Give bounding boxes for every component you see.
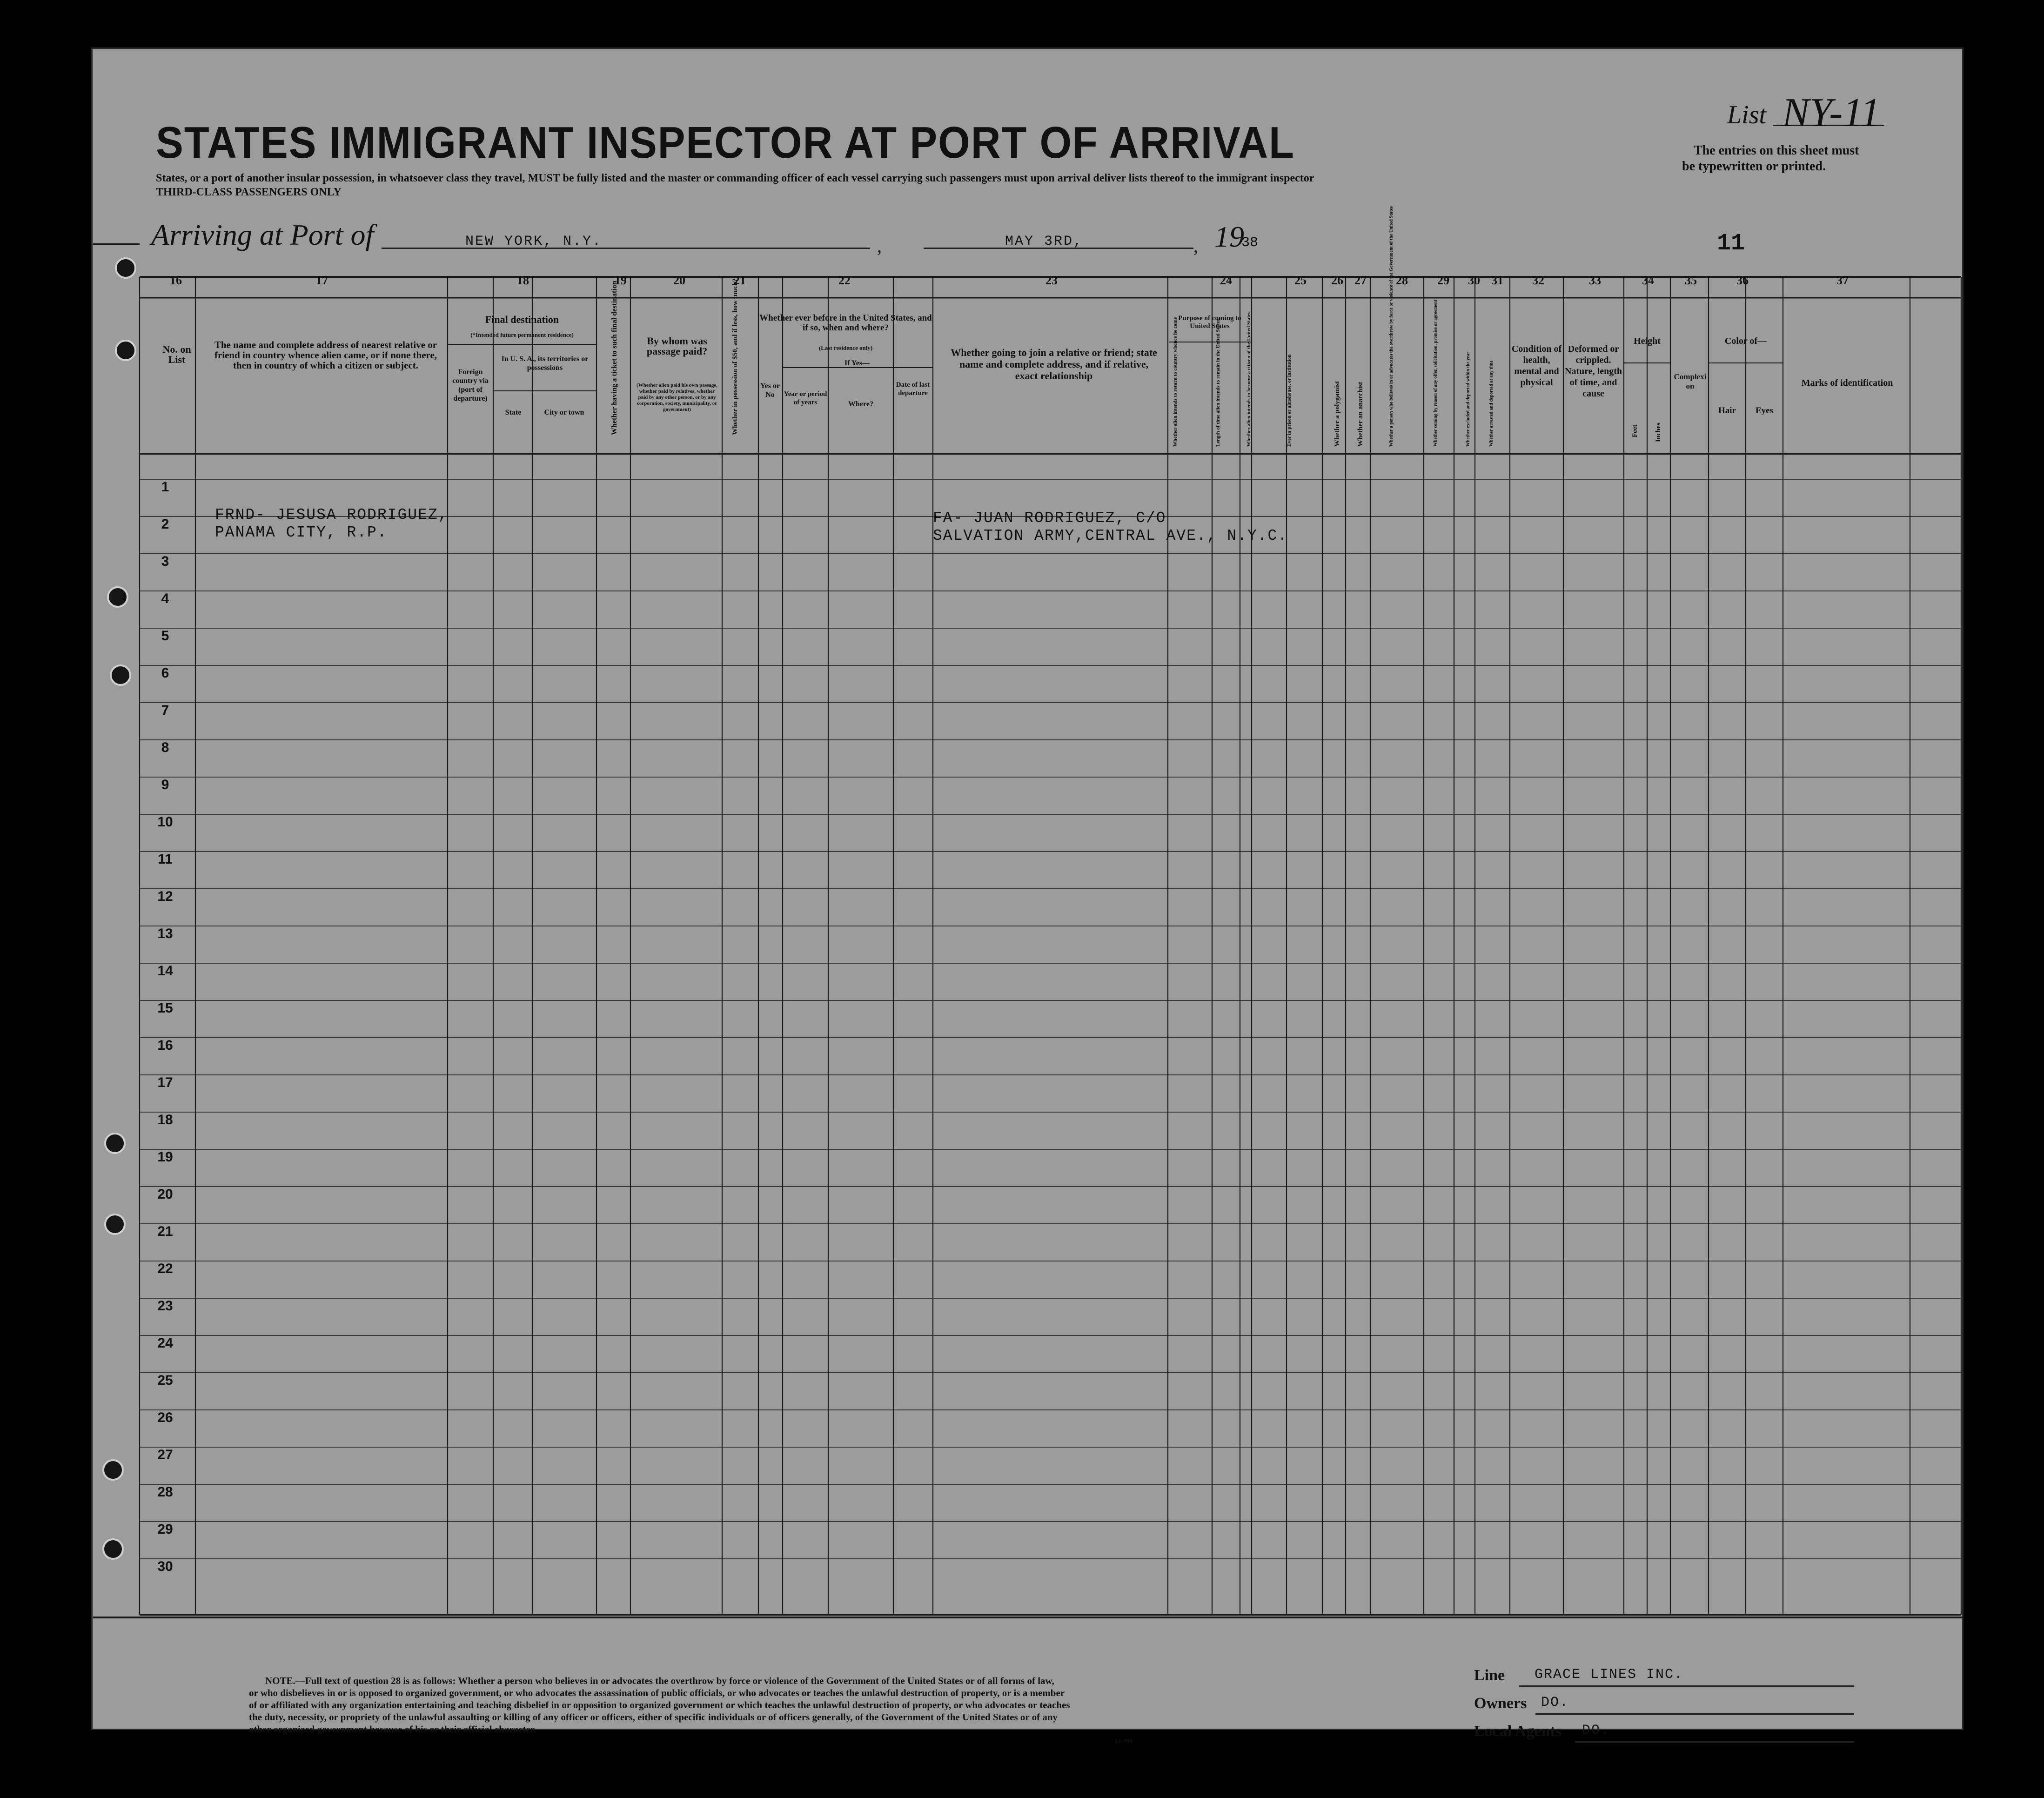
binder-hole	[104, 1214, 126, 1235]
colnum-19: 19	[615, 274, 627, 287]
header-marks-of-identification: Marks of identification	[1801, 378, 1893, 388]
header-state: State	[505, 409, 522, 416]
owners-value: DO.	[1541, 1695, 1569, 1711]
row-number: 2	[161, 517, 169, 532]
list-value: NY-11	[1782, 90, 1881, 135]
row-number: 26	[157, 1410, 173, 1425]
row-number: 22	[157, 1261, 173, 1276]
comma: ,	[877, 235, 882, 256]
row-number: 13	[157, 926, 173, 941]
binder-hole	[110, 664, 131, 686]
header-health: Condition of health, mental and physical	[1511, 344, 1562, 388]
header-intends-return: Whether alien intends to return to country whence he came	[1173, 317, 1178, 447]
row-number: 20	[157, 1187, 173, 1202]
header-passage-paid-note: (Whether alien paid his own passage, whether paid by relatives, whether paid by any other person, or by any corporation, society, municipality, or government)	[637, 382, 717, 412]
colnum-36: 36	[1736, 274, 1749, 287]
header-offer-solicitation: Whether coming by reason of any offer, solicitation, promise or agreement	[1433, 300, 1438, 447]
colnum-27: 27	[1354, 274, 1367, 287]
agents-value: DO.	[1582, 1723, 1610, 1738]
colnum-23: 23	[1045, 274, 1058, 287]
footnote-line3: of or affiliated with any organization entertaining and teaching disbelief in or opposition to organized government or which teaches the unlawful destruction of property, or who advocates or teaches	[249, 1699, 1070, 1711]
entries-note-line2: be typewritten or printed.	[1682, 159, 1826, 174]
binder-hole	[115, 340, 136, 361]
row-number: 30	[157, 1559, 173, 1574]
list-label: List	[1727, 101, 1767, 129]
colnum-20: 20	[673, 274, 685, 287]
header-ticket: Whether having a ticket to such final destination	[610, 281, 618, 435]
row-number: 23	[157, 1298, 173, 1314]
year-suffix: 38	[1241, 235, 1259, 251]
row-number: 25	[157, 1373, 173, 1388]
row-number: 1	[161, 479, 169, 495]
header-polygamist: Whether a polygamist	[1334, 381, 1341, 447]
year-prefix: 19	[1214, 220, 1244, 253]
row-number: 28	[157, 1484, 173, 1500]
colnum-25: 25	[1294, 274, 1307, 287]
line-label: Line	[1474, 1667, 1505, 1684]
agents-label: Local Agents	[1474, 1723, 1561, 1740]
header-period-of-years: Year or period of years	[784, 390, 827, 406]
owners-label: Owners	[1474, 1695, 1527, 1712]
row-number: 16	[157, 1038, 173, 1053]
colnum-26: 26	[1331, 274, 1343, 287]
header-date-last-departure: Date of last departure	[896, 381, 930, 397]
row-number: 6	[161, 665, 169, 681]
colnum-16: 16	[170, 274, 182, 287]
row-number: 8	[161, 740, 169, 755]
row-number: 19	[157, 1149, 173, 1165]
row-number: 17	[157, 1075, 173, 1090]
header-intends-citizen: Whether alien intends to become a citizen of the United States	[1246, 311, 1252, 447]
header-hair: Hair	[1718, 406, 1736, 416]
header-no-on-list: No. on List	[162, 343, 191, 365]
header-feet: Feet	[1631, 424, 1639, 437]
header-purpose: Purpose of coming to United States	[1178, 315, 1241, 330]
row-number: 15	[157, 1000, 173, 1016]
binder-hole	[102, 1459, 124, 1481]
header-if-yes: If Yes—	[844, 359, 870, 367]
header-length-of-stay: Length of time alien intends to remain in the United States	[1215, 319, 1221, 447]
binder-hole	[104, 1133, 126, 1154]
row-number: 11	[158, 852, 173, 867]
form-subtitle: States, or a port of another insular possession, in whatsoever class they travel, MUST be fully listed and the master or commanding officer of each vessel carrying such passengers must upon arrival deliver lists thereof to the immigrant inspector	[156, 172, 1314, 184]
header-city-or-town: City or town	[544, 409, 584, 416]
colnum-21: 21	[734, 274, 746, 287]
colnum-31: 31	[1491, 274, 1503, 287]
colnum-37: 37	[1836, 274, 1849, 287]
colnum-28: 28	[1396, 274, 1408, 287]
colnum-24: 24	[1220, 274, 1232, 287]
footnote-line2: or who disbelieves in or is opposed to organized government, or who advocates the assassination of public officials, or who advocates or teaches the unlawful destruction of property, or is a member	[249, 1687, 1065, 1698]
row-number: 14	[157, 963, 173, 979]
sheet-number: 11	[1717, 230, 1745, 257]
header-foreign-country: Foreign country via (port of departure)	[452, 368, 489, 403]
header-joining-relative: Whether going to join a relative or friend; state name and complete address, and if relative, exact relationship	[951, 347, 1157, 382]
header-overthrow: Whether a person who believes in or advocates the overthrow by force or violence of the Government of the United States	[1389, 206, 1394, 447]
entries-note-line1: The entries on this sheet must	[1694, 143, 1859, 158]
header-in-usa: In U. S. A., its territories or possessions	[501, 355, 589, 372]
binder-hole	[115, 257, 136, 279]
form-title: STATES IMMIGRANT INSPECTOR AT PORT OF ARRIVAL	[156, 118, 1295, 168]
colnum-17: 17	[316, 274, 328, 287]
header-height: Height	[1634, 336, 1661, 346]
footnote-line4: the duty, necessity, or propriety of the unlawful assaulting or killing of any officer or officers, either of specific individuals or of officers generally, of the Government of the United States or of any	[249, 1711, 1058, 1723]
footnote-line1: NOTE.—Full text of question 28 is as follows: Whether a person who believes in or advocates the overthrow by force or violence of the Government of the United States or of all forms of law,	[265, 1675, 1054, 1686]
colnum-22: 22	[838, 274, 851, 287]
form-code: 14-490	[1114, 1738, 1133, 1745]
colnum-29: 29	[1437, 274, 1449, 287]
row-number: 24	[157, 1335, 173, 1351]
header-ever-before-in-us: Whether ever before in the United States, and if so, when and where?	[759, 313, 932, 333]
header-eyes: Eyes	[1756, 406, 1773, 416]
footnote-line5: other organized government because of his or their official character.	[249, 1724, 536, 1735]
relative-friend-entry-line2: PANAMA CITY, R.P.	[215, 524, 388, 541]
colnum-32: 32	[1532, 274, 1544, 287]
row-number: 27	[157, 1447, 173, 1463]
colnum-35: 35	[1685, 274, 1697, 287]
colnum-30: 30	[1468, 274, 1480, 287]
header-fifty-dollars: Whether in possession of $50, and if less, how much?	[731, 278, 739, 435]
date-value: MAY 3RD,	[1005, 234, 1084, 249]
header-yes-no: Yes or No	[760, 382, 780, 399]
header-final-destination: Final destination	[485, 314, 559, 325]
row-number: 18	[157, 1112, 173, 1127]
row-number: 4	[161, 591, 169, 606]
header-last-residence-only: (Last residence only)	[818, 344, 873, 351]
row-number: 3	[161, 554, 169, 569]
header-anarchist: Whether an anarchist	[1357, 382, 1364, 447]
header-deformed: Deformed or crippled. Nature, length of time, and cause	[1565, 344, 1622, 399]
port-value: NEW YORK, N.Y.	[465, 234, 603, 249]
colnum-33: 33	[1589, 274, 1601, 287]
header-excluded-deported: Whether excluded and deported within the year	[1466, 351, 1471, 447]
row-number: 12	[157, 889, 173, 904]
binder-hole	[107, 586, 128, 608]
relative-friend-entry-line1: FRND- JESUSA RODRIGUEZ,	[215, 506, 449, 523]
header-final-destination-note: (*Intended future permanent residence)	[470, 331, 574, 338]
binder-hole	[102, 1538, 124, 1560]
header-passage-paid: By whom was passage paid?	[646, 335, 708, 357]
row-number: 9	[161, 777, 169, 792]
row-number: 10	[157, 814, 173, 830]
line-fill-line	[1519, 1685, 1854, 1687]
arriving-label: Arriving at Port of	[151, 218, 374, 251]
row-number: 5	[161, 628, 169, 644]
row-number: 21	[157, 1224, 173, 1239]
header-nearest-relative: The name and complete address of nearest relative or friend in country whence alien came, or if none there, then in country of which a citizen or subject.	[214, 339, 437, 371]
row-number: 7	[161, 703, 169, 718]
colnum-18: 18	[517, 274, 529, 287]
header-where: Where?	[848, 400, 873, 408]
passenger-class: THIRD-CLASS PASSENGERS ONLY	[156, 186, 342, 198]
agents-fill-line	[1575, 1741, 1854, 1743]
header-arrested-deported: Whether arrested and deported at any time	[1489, 360, 1494, 447]
header-complexion: Complexion	[1674, 372, 1707, 390]
joining-entry-line1: FA- JUAN RODRIGUEZ, C/O	[933, 510, 1166, 527]
joining-entry-line2: SALVATION ARMY,CENTRAL AVE., N.Y.C.	[933, 527, 1288, 544]
owners-fill-line	[1535, 1713, 1854, 1715]
header-inches: Inches	[1655, 423, 1662, 442]
colnum-34: 34	[1642, 274, 1654, 287]
comma: ,	[1193, 235, 1198, 256]
header-prison-almshouse: Ever in prison or almshouse, or institution	[1287, 354, 1292, 447]
line-value: GRACE LINES INC.	[1535, 1667, 1684, 1683]
header-color-of: Color of—	[1724, 336, 1767, 346]
row-number: 29	[157, 1522, 173, 1537]
